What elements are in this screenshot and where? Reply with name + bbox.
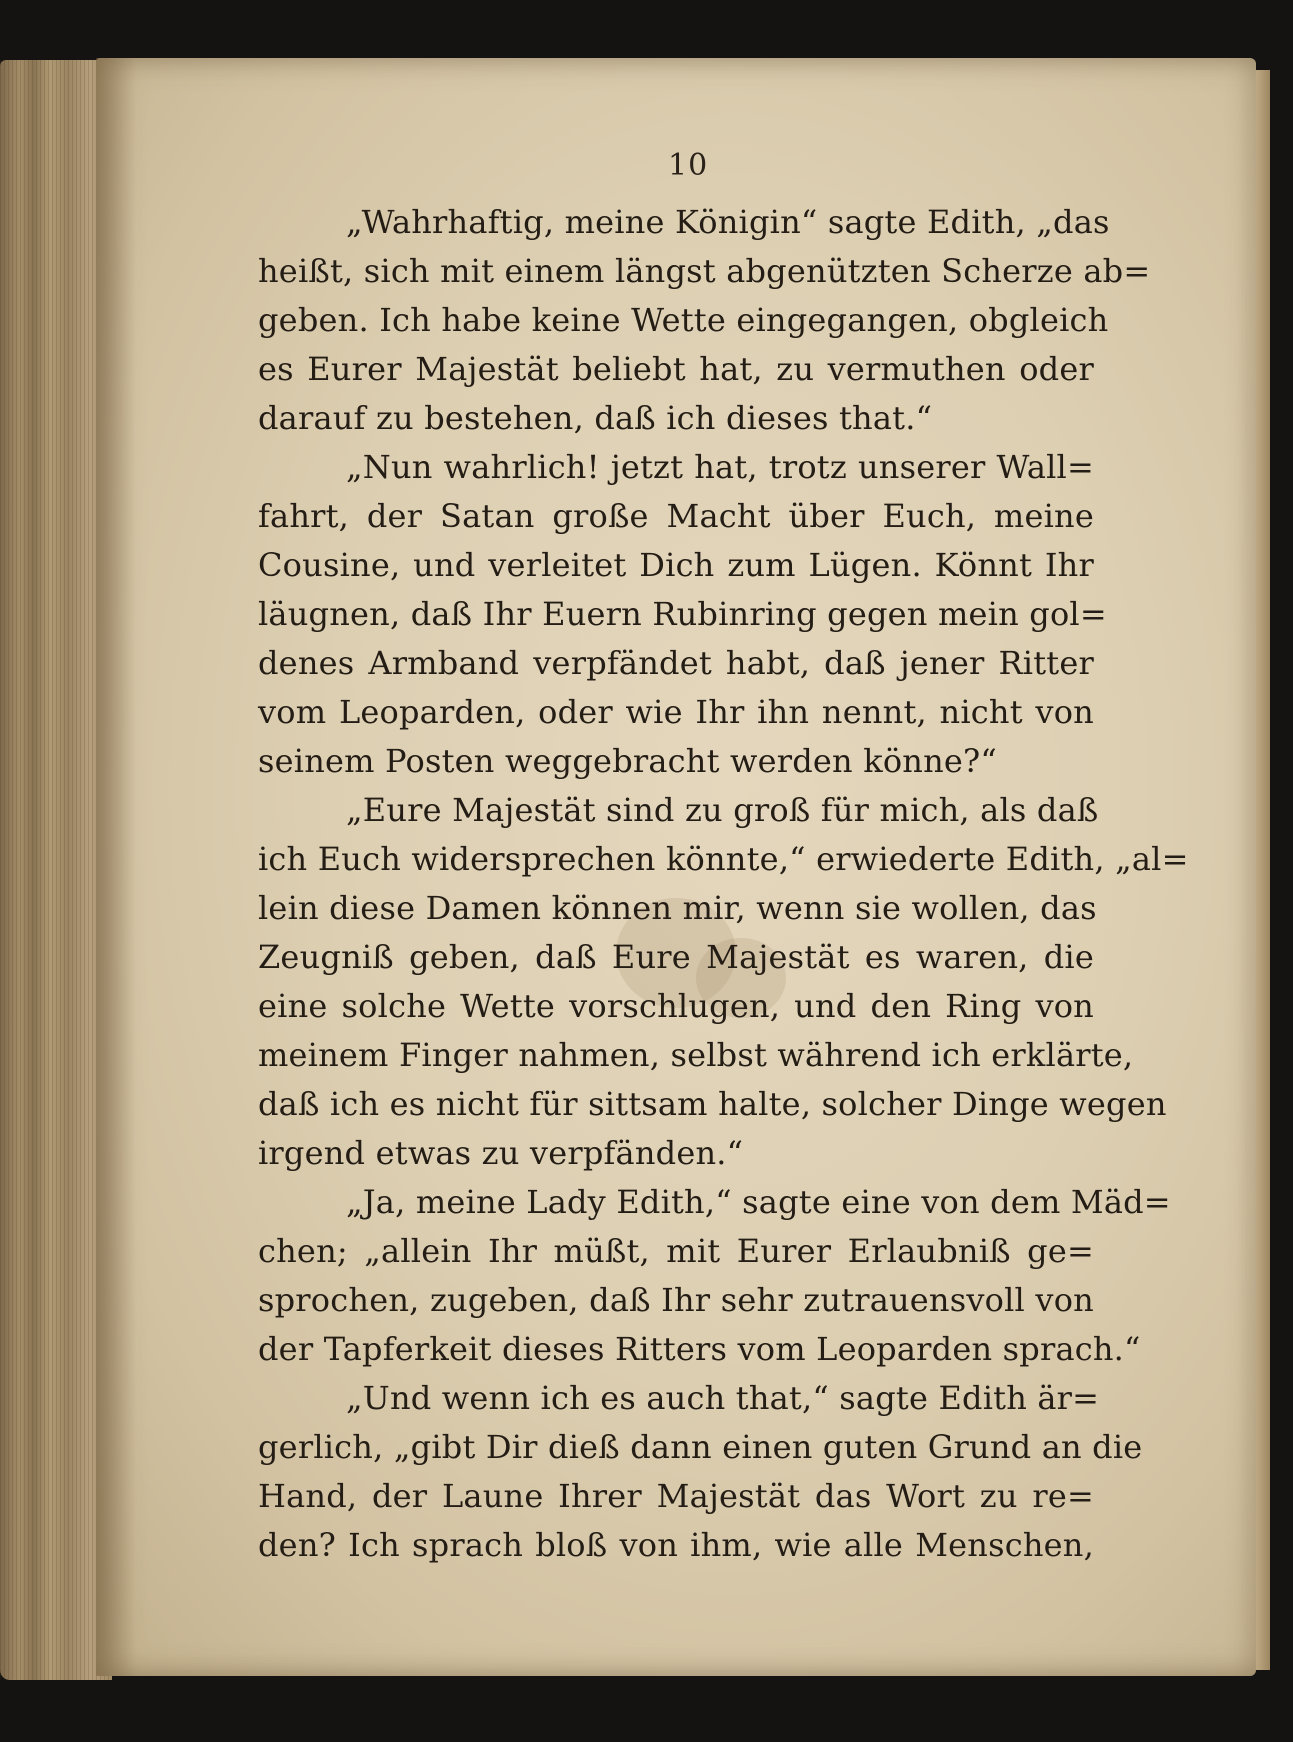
text-line: heißt, sich mit einem längst abgenützten Scherze ab= <box>258 252 1151 290</box>
text-line: ich Euch widersprechen könnte,“ erwiederte Edith, „al= <box>258 840 1189 878</box>
text-line: daß ich es nicht für sittsam halte, solcher Dinge wegen <box>258 1085 1167 1123</box>
text-line: „Nun wahrlich! jetzt hat, trotz unserer Wall= <box>346 448 1094 486</box>
text-line: der Tapferkeit dieses Ritters vom Leoparden sprach.“ <box>258 1330 1141 1368</box>
text-line: denes Armband verpfändet habt, daß jener Ritter <box>258 644 1094 682</box>
text-line: Zeugniß geben, daß Eure Majestät es waren, die <box>258 938 1094 976</box>
text-line: „Und wenn ich es auch that,“ sagte Edith är= <box>346 1379 1100 1417</box>
text-line: irgend etwas zu verpfänden.“ <box>258 1134 744 1172</box>
text-line: den? Ich sprach bloß von ihm, wie alle Menschen, <box>258 1526 1094 1564</box>
text-line: meinem Finger nahmen, selbst während ich erklärte, <box>258 1036 1134 1074</box>
text-line: chen; „allein Ihr müßt, mit Eurer Erlaubniß ge= <box>258 1232 1094 1270</box>
page-number: 10 <box>668 148 709 183</box>
text-line: sprochen, zugeben, daß Ihr sehr zutrauensvoll von <box>258 1281 1094 1319</box>
text-line: lein diese Damen können mir, wenn sie wollen, das <box>258 889 1097 927</box>
text-line: Hand, der Laune Ihrer Majestät das Wort zu re= <box>258 1477 1094 1515</box>
text-line: „Eure Majestät sind zu groß für mich, als daß <box>346 791 1099 829</box>
text-line: fahrt, der Satan große Macht über Euch, meine <box>258 497 1094 535</box>
text-line: seinem Posten weggebracht werden könne?“ <box>258 742 997 780</box>
text-line: eine solche Wette vorschlugen, und den Ring von <box>258 987 1094 1025</box>
text-line: läugnen, daß Ihr Euern Rubinring gegen mein gol= <box>258 595 1107 633</box>
body-text <box>258 198 1189 1570</box>
text-line: Cousine, und verleitet Dich zum Lügen. Könnt Ihr <box>258 546 1094 584</box>
text-line: es Eurer Majestät beliebt hat, zu vermuthen oder <box>258 350 1094 388</box>
text-line: gerlich, „gibt Dir dieß dann einen guten Grund an die <box>258 1428 1143 1466</box>
text-line: „Wahrhaftig, meine Königin“ sagte Edith, „das <box>346 203 1110 241</box>
text-line: darauf zu bestehen, daß ich dieses that.“ <box>258 399 933 437</box>
text-line: geben. Ich habe keine Wette eingegangen, obgleich <box>258 301 1109 339</box>
text-line: vom Leoparden, oder wie Ihr ihn nennt, nicht von <box>258 693 1094 731</box>
text-line: „Ja, meine Lady Edith,“ sagte eine von dem Mäd= <box>346 1183 1171 1221</box>
